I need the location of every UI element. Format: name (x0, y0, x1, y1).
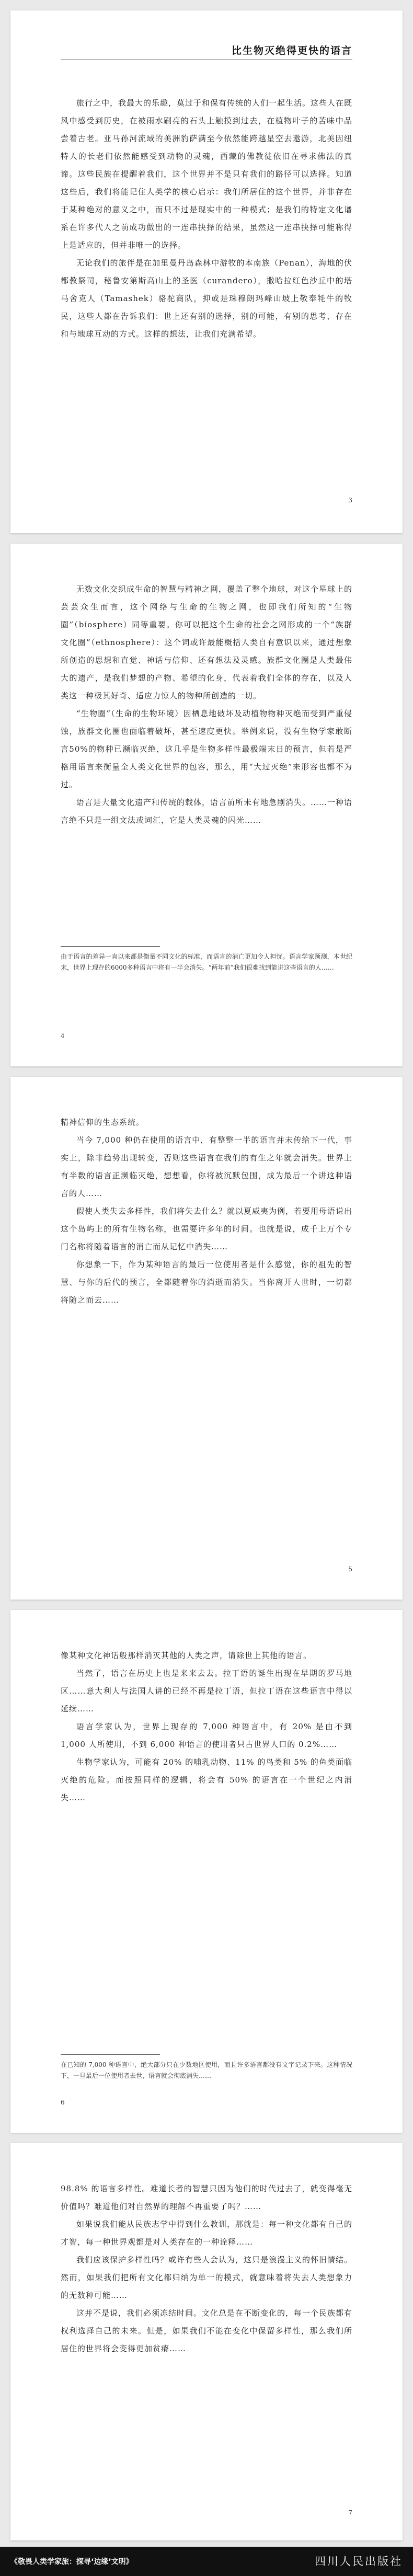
chapter-title: 比生物灭绝得更快的语言 (231, 45, 352, 56)
page-number: 3 (348, 497, 352, 504)
footnote: 在已知的 7,000 种语言中，绝大部分只在少数地区使用，而且许多语言都没有文字记录下来。这种情况下，一旦最后一位使用者去世，语言就会彻底消失…… (61, 2061, 352, 2079)
page-number: 5 (348, 1566, 352, 1573)
paragraph: “生物圈”（生命的生物环境）因栖息地破坏及动植物物种灭绝而受到严重侵蚀，族群文化圈也面临着破坏，甚至速度更快。举例来说，没有生物学家敢断言50%的物种已濒临灭绝，这几乎是生物多样性最极端末日的预言，但若是严格用语言来衡量全人类文化世界的包容，那么，用“大过灭绝”来形容也都不为过。 (61, 709, 352, 789)
paragraph: 无数文化交织成生命的智慧与精神之网，覆盖了整个地球，对这个星球上的芸芸众生而言，这个网络与生命的生物之网，也即我们所知的“生物圈”（biosphere）同等重要。你可以把这个生命的社会之网形成的一个“族群文化圈”（ethnosphere）：这个词或许最能概括人类自有意识以来，通过想象所创造的思想和直觉、神话与信仰、还有想法及灵感。族群文化圈是人类最伟大的遗产，是我们梦想的产物、希望的化身，代表着我们全体的存在，以及人类这一种极其好奇、适应力惊人的物种所创造的一切。 (61, 584, 353, 700)
paragraph: 像某种文化神话般那样消灭其他的人类之声，请除世上其他的语言。 (61, 1651, 312, 1660)
page-number: 6 (61, 2099, 65, 2106)
paragraph: 语言学家认为，世界上现存的 7,000 种语言中，有 20% 是由不到 1,000 人所使用，不到 6,000 种语言的使用者只占世界人口的 0.2%…… (61, 1722, 352, 1749)
footnote: 由于语言的差异一直以来都是衡量不同文化的标准，而语言的消亡更加令人担忧。语言学家预测，本世纪末，世界上现存的6000多种语言中将有一半会消失。“两年前”我们很难找到能讲这些语言的人…… (61, 953, 352, 971)
footnote-rule (61, 2054, 160, 2055)
paragraph: 生物学家认为，可能有 20% 的哺乳动物、11% 的鸟类和 5% 的鱼类面临灭绝的危险。而按照同样的逻辑，将会有 50% 的语言在一个世纪之内消失…… (61, 1757, 352, 1802)
book-page-2 (10, 544, 403, 1066)
paragraph: 语言是大量文化遗产和传统的载体，语言前所未有地急剧消失。……一种语言绝不只是一组文法或词汇，它是人类灵魂的闪光…… (61, 798, 353, 825)
paragraph: 精神信仰的生态系统。 (61, 1118, 145, 1127)
book-title: 《敬畏人类学家旅：探寻‘边缘’文明》 (10, 2558, 133, 2566)
footer-bar (0, 2547, 413, 2576)
page-body (61, 1113, 352, 1309)
book-page-4 (10, 1610, 403, 2133)
page-body (61, 580, 352, 829)
book-page-3 (10, 1077, 403, 1600)
paragraph: 我们应该保护多样性吗？或许有些人会认为，这只是浪漫主义的怀旧情结。然而，如果我们把所有文化都归纳为单一的模式，就意味着将失去人类想象力的无数种可能…… (61, 2255, 353, 2300)
paragraph: 当今 7,000 种仍在使用的语言中，有整整一半的语言并未传给下一代，事实上，除非趋势出现转变，否则这些语言在我们的有生之年就会消失。世界上有半数的语言正濒临灭绝，想想看，你将被沉默包围，成为最后一个讲这种语言的人…… (61, 1135, 352, 1198)
publisher-logo: 四川人民出版社 (315, 2555, 403, 2568)
paragraph: 当然了，语言在历史上也是来来去去。拉丁语的诞生出现在早期的罗马地区……意大利人与法国人讲的已经不再是拉丁语，但拉丁语在这些语言中得以延续…… (61, 1669, 352, 1714)
page-body (61, 2180, 352, 2358)
book-page-5 (10, 2143, 403, 2540)
page-number: 7 (348, 2509, 352, 2516)
paragraph: 无论我们的旅伴是在加里曼丹岛森林中游牧的本南族（Penan），海地的伏都教祭司，秘鲁安第斯高山上的圣医（curandero），撒哈拉红色沙丘中的塔马舍克人（Tamashek）骆驼商队，抑或是珠穆朗玛峰山坡上敬奉牦牛的牧民，这些人都在告诉我们：世上还有别的选择，别的可能，有别的思考、存在和与地球互动的方式。这样的想法，让我们充满希望。 (61, 258, 352, 339)
paragraph: 如果说我们能从民族志学中得到什么教训，那就是：每一种文化都有自己的才智，每一种世界观都是对人类存在的一种诠释…… (61, 2220, 353, 2247)
paragraph: 这并不是说，我们必须冻结时间。文化总是在不断变化的，每一个民族都有权利选择自己的未来。但是，如果我们不能在变化中保留多样性，那么我们所居住的世界将会变得更加贫瘠…… (61, 2308, 353, 2353)
paragraph: 98.8% 的语言多样性。难道长者的智慧只因为他们的时代过去了，就变得毫无价值吗？难道他们对自然界的理解不再重要了吗？…… (61, 2184, 352, 2211)
page-number: 4 (61, 1032, 65, 1040)
book-page-1 (10, 10, 403, 533)
paragraph: 你想象一下，作为某种语言的最后一位使用者是什么感觉，你的祖先的智慧、与你的后代的预言，全都随着你的消逝而消失。当你离开人世时，一切都将随之而去…… (61, 1260, 352, 1305)
page-body (61, 94, 352, 343)
paragraph: 假使人类失去多样性，我们将失去什么？就以夏威夷为例，若要用母语说出这个岛屿上的所有生物名称，也需要许多年的时间。也就是说，成千上万个专门名称将随着语言的消亡而从记忆中消失…… (61, 1206, 353, 1251)
paragraph: 旅行之中，我最大的乐趣，莫过于和保有传统的人们一起生活。这些人在既风中感受到历史，在被雨水刷亮的石头上触摸到过去，在植物叶子的苦味中品尝着古老。亚马孙河流域的美洲豹萨满至今依然能跨越星空去遨游，北美因纽特人的长老们依然能感受到动物的灵魂，西藏的佛教徒依旧在寻求佛法的真谛。这些民族在提醒着我们，这个世界并不是只有我们的路径可以选择。知道这些后，我们将能记住人类学的核心启示：我们所居住的这个世界，并非存在于某种绝对的意义之中，而只不过是现实中的一种模式；是我们的特定文化谱系在许多代人之前成功做出的一连串抉择的结果，虽然这一连串抉择可能称得上是适应的，但并非唯一的选择。 (61, 98, 353, 250)
footnote-rule (61, 946, 160, 947)
page-body (61, 1647, 352, 1807)
